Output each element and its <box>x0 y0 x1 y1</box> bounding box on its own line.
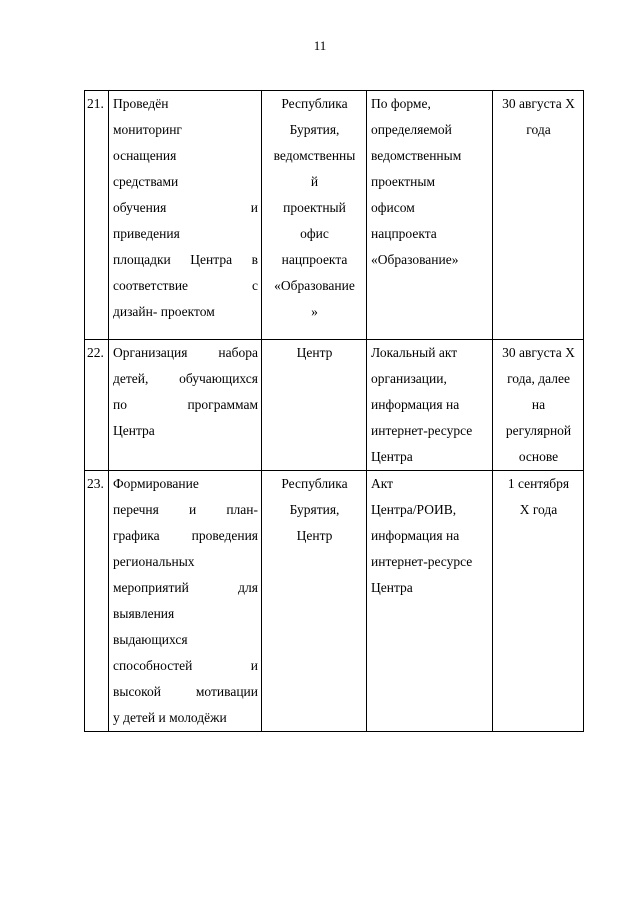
document-line: По форме, <box>371 96 431 111</box>
deadline-cell <box>493 340 584 471</box>
document-line: определяемой <box>371 122 452 137</box>
deadline-cell <box>493 91 584 340</box>
responsible-line: й <box>310 174 319 189</box>
task-line: Формирование <box>113 476 199 491</box>
task-line: Организация набора <box>113 345 258 360</box>
row-number: 21. <box>87 96 104 111</box>
row-number-cell <box>85 340 109 471</box>
deadline-line: основе <box>518 449 559 464</box>
deadline-line: 1 сентября <box>507 476 570 491</box>
task-line: региональных <box>113 554 195 569</box>
task-line: графика проведения <box>113 528 258 543</box>
responsible-line: проектный <box>283 200 346 215</box>
document-line: интернет-ресурсе <box>371 554 473 569</box>
document-line: организации, <box>371 371 447 386</box>
responsible-line: ведомственны <box>273 148 356 163</box>
deadline-line: 30 августа Х <box>502 96 575 111</box>
task-line: оснащения <box>113 148 177 163</box>
task-cell <box>109 340 262 471</box>
task-line: выдающихся <box>113 632 188 647</box>
responsible-line: Центр <box>296 345 333 360</box>
task-line: Центра <box>113 423 155 438</box>
responsible-line: » <box>311 304 318 319</box>
responsible-cell <box>262 91 367 340</box>
task-line: детей, обучающихся <box>113 371 258 386</box>
deadline-line: года <box>526 122 551 137</box>
responsible-line: Бурятия, <box>289 122 340 137</box>
deadline-line: 30 августа Х <box>502 345 575 360</box>
document-line: Центра <box>371 449 413 464</box>
task-line: Проведён <box>113 96 169 111</box>
table-row <box>85 91 584 340</box>
task-line: обучения и <box>113 200 258 215</box>
plan-table <box>84 90 584 732</box>
task-line: способностей и <box>113 658 258 673</box>
document-line: ведомственным <box>371 148 462 163</box>
document-line: информация на <box>371 528 460 543</box>
deadline-line: года, далее <box>507 371 570 386</box>
task-line: средствами <box>113 174 179 189</box>
document-line: интернет-ресурсе <box>371 423 473 438</box>
row-number-cell <box>85 91 109 340</box>
document-line: проектным <box>371 174 435 189</box>
task-line: соответствие с <box>113 278 258 293</box>
deadline-line: на <box>531 397 546 412</box>
row-number: 22. <box>87 345 104 360</box>
task-line: у детей и молодёжи <box>113 710 227 725</box>
table-row <box>85 340 584 471</box>
document-line: Акт <box>371 476 394 491</box>
responsible-line: нацпроекта <box>281 252 348 267</box>
page-number: 11 <box>313 38 327 53</box>
task-line: дизайн- проектом <box>113 304 215 319</box>
document-line: Центра <box>371 580 413 595</box>
row-number-cell <box>85 471 109 732</box>
document-cell <box>367 471 493 732</box>
responsible-line: «Образование <box>274 278 355 293</box>
document-line: информация на <box>371 397 460 412</box>
responsible-line: Бурятия, <box>289 502 340 517</box>
document-line: нацпроекта <box>371 226 437 241</box>
responsible-cell <box>262 340 367 471</box>
task-line: высокой мотивации <box>113 684 258 699</box>
task-line: по программам <box>113 397 258 412</box>
responsible-line: офис <box>300 226 329 241</box>
responsible-line: Центр <box>296 528 333 543</box>
deadline-cell <box>493 471 584 732</box>
task-cell <box>109 471 262 732</box>
task-line: выявления <box>113 606 175 621</box>
task-line: перечня и план- <box>113 502 258 517</box>
deadline-line: Х года <box>519 502 558 517</box>
document-cell <box>367 340 493 471</box>
document-line: «Образование» <box>371 252 459 267</box>
task-line: мониторинг <box>113 122 182 137</box>
responsible-cell <box>262 471 367 732</box>
task-line: площадки Центра в <box>113 252 258 267</box>
responsible-line: Республика <box>281 476 348 491</box>
task-line: приведения <box>113 226 180 241</box>
task-line: мероприятий для <box>113 580 258 595</box>
document-cell <box>367 91 493 340</box>
table-row <box>85 471 584 732</box>
responsible-line: Республика <box>281 96 348 111</box>
deadline-line: регулярной <box>505 423 572 438</box>
row-number: 23. <box>87 476 104 491</box>
task-cell <box>109 91 262 340</box>
document-line: офисом <box>371 200 415 215</box>
document-line: Центра/РОИВ, <box>371 502 457 517</box>
document-line: Локальный акт <box>371 345 458 360</box>
